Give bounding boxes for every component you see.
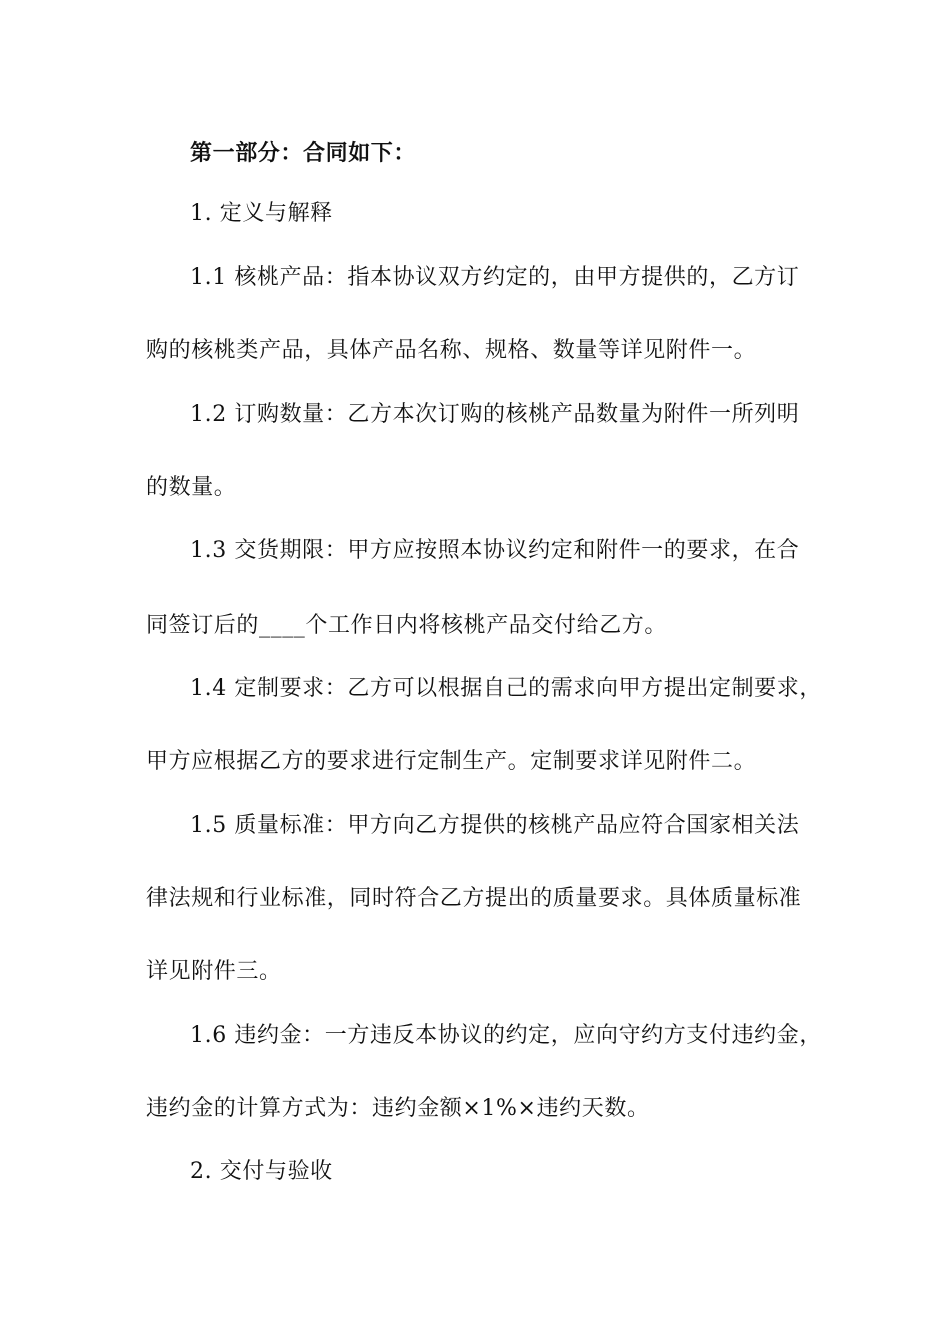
clause-1-3-line-1: 1.3 交货期限：甲方应按照本协议约定和附件一的要求，在合 <box>190 538 800 563</box>
clause-1-6-line-1: 1.6 违约金：一方违反本协议的约定，应向守约方支付违约金， <box>190 1023 822 1048</box>
clause-1-2-line-2: 的数量。 <box>146 475 237 500</box>
section-heading-1: 1. 定义与解释 <box>190 201 333 226</box>
part-heading: 第一部分：合同如下： <box>190 140 417 166</box>
clause-1-2-line-1: 1.2 订购数量：乙方本次订购的核桃产品数量为附件一所列明 <box>190 402 800 427</box>
clause-1-5-line-2: 律法规和行业标准，同时符合乙方提出的质量要求。具体质量标准 <box>146 886 802 911</box>
clause-1-4-line-1: 1.4 定制要求：乙方可以根据自己的需求向甲方提出定制要求， <box>190 676 822 701</box>
clause-1-4-line-2: 甲方应根据乙方的要求进行定制生产。定制要求详见附件二。 <box>146 749 757 774</box>
clause-1-1-line-1: 1.1 核桃产品：指本协议双方约定的，由甲方提供的，乙方订 <box>190 265 800 290</box>
section-heading-2: 2. 交付与验收 <box>190 1159 333 1184</box>
clause-1-5-line-1: 1.5 质量标准：甲方向乙方提供的核桃产品应符合国家相关法 <box>190 813 800 838</box>
clause-1-5-line-3: 详见附件三。 <box>146 959 282 984</box>
clause-1-3-line-2: 同签订后的____个工作日内将核桃产品交付给乙方。 <box>146 613 668 638</box>
clause-1-6-line-2: 违约金的计算方式为：违约金额×1%×违约天数。 <box>146 1096 650 1121</box>
clause-1-1-line-2: 购的核桃类产品，具体产品名称、规格、数量等详见附件一。 <box>146 338 757 363</box>
